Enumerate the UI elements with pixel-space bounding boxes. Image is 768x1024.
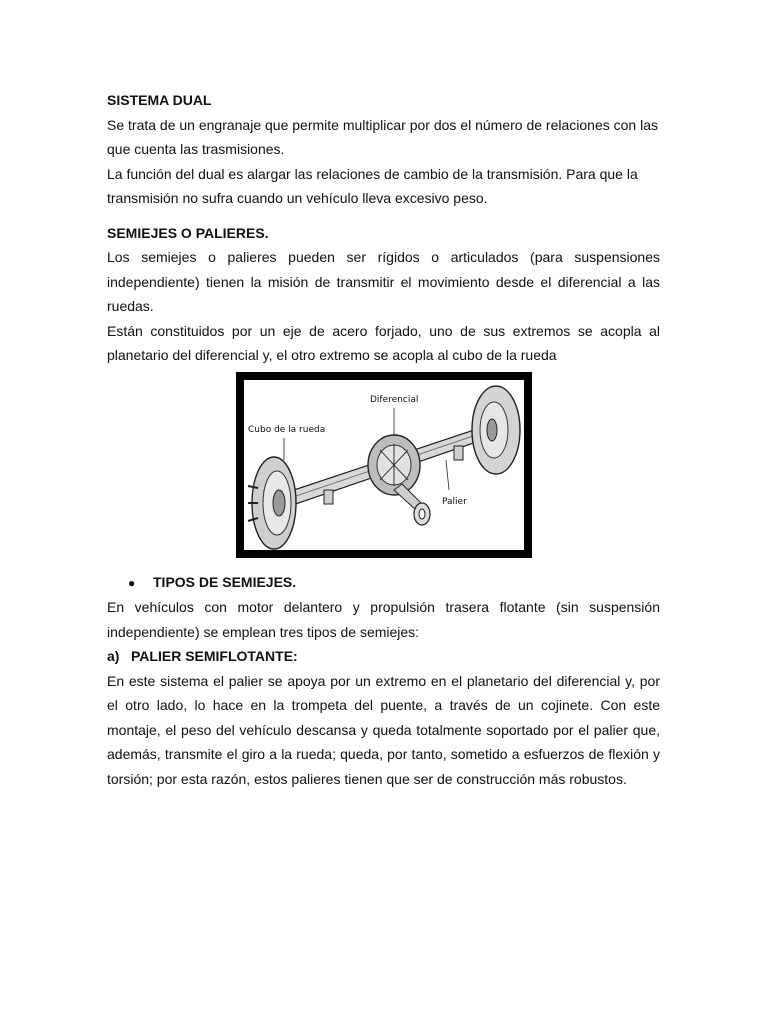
heading-tipos-semiejes: TIPOS DE SEMIEJES. <box>153 573 297 590</box>
paragraph-dual-line1: Se trata de un engranaje que permite multiplicar por dos el número de relaciones con las <box>107 116 658 133</box>
document-page <box>107 88 660 791</box>
list-label: a) <box>107 648 120 664</box>
label-hub: Cubo de la rueda <box>248 424 326 435</box>
subheading-text: PALIER SEMIFLOTANTE: <box>131 648 298 664</box>
paragraph-semiejes-1: Los semiejes o palieres pueden ser rígidos o articulados (para suspensiones independiente) tienen la misión de transmitir el movimiento desde el diferencial a las ruedas. <box>107 249 660 314</box>
paragraph-tipos: En vehículos con motor delantero y propulsión trasera flotante (sin suspensión independiente) se emplean tres tipos de semiejes: <box>107 599 660 640</box>
paragraph-semiejes-2: Están constituidos por un eje de acero forjado, uno de sus extremos se acopla al planetario del diferencial y, el otro extremo se acopla al cubo de la rueda <box>107 322 660 363</box>
label-shaft: Palier <box>442 496 467 507</box>
paragraph-palier: En este sistema el palier se apoya por un extremo en el planetario del diferencial y, por el otro lado, lo hace en la trompeta del puente, a través de un cojinete. Con este montaje, el peso del vehículo descansa y queda totalmente soportado por el palier que, además, transmite el giro a la rueda; queda, por tanto, sometido a esfuerzos de flexión y torsión; por esta razón, estos palieres tienen que ser de construcción más robustos. <box>107 672 660 787</box>
heading-palier-semiflotante <box>107 644 660 669</box>
bullet-dot-icon: ● <box>128 575 136 590</box>
bullet-tipos <box>107 570 660 596</box>
label-differential: Diferencial <box>370 394 419 405</box>
axle-illustration <box>244 380 524 550</box>
axle-diagram <box>236 372 532 558</box>
paragraph-dual-function: La función del dual es alargar las relaciones de cambio de la transmisión. Para que la transmisión no sufra cuando un vehículo lleva excesivo peso. <box>107 165 638 206</box>
heading-semiejes: SEMIEJES O PALIERES. <box>107 224 269 241</box>
heading-sistema-dual: SISTEMA DUAL <box>107 92 212 108</box>
paragraph-dual-line2: que cuenta las trasmisiones. <box>107 141 285 157</box>
